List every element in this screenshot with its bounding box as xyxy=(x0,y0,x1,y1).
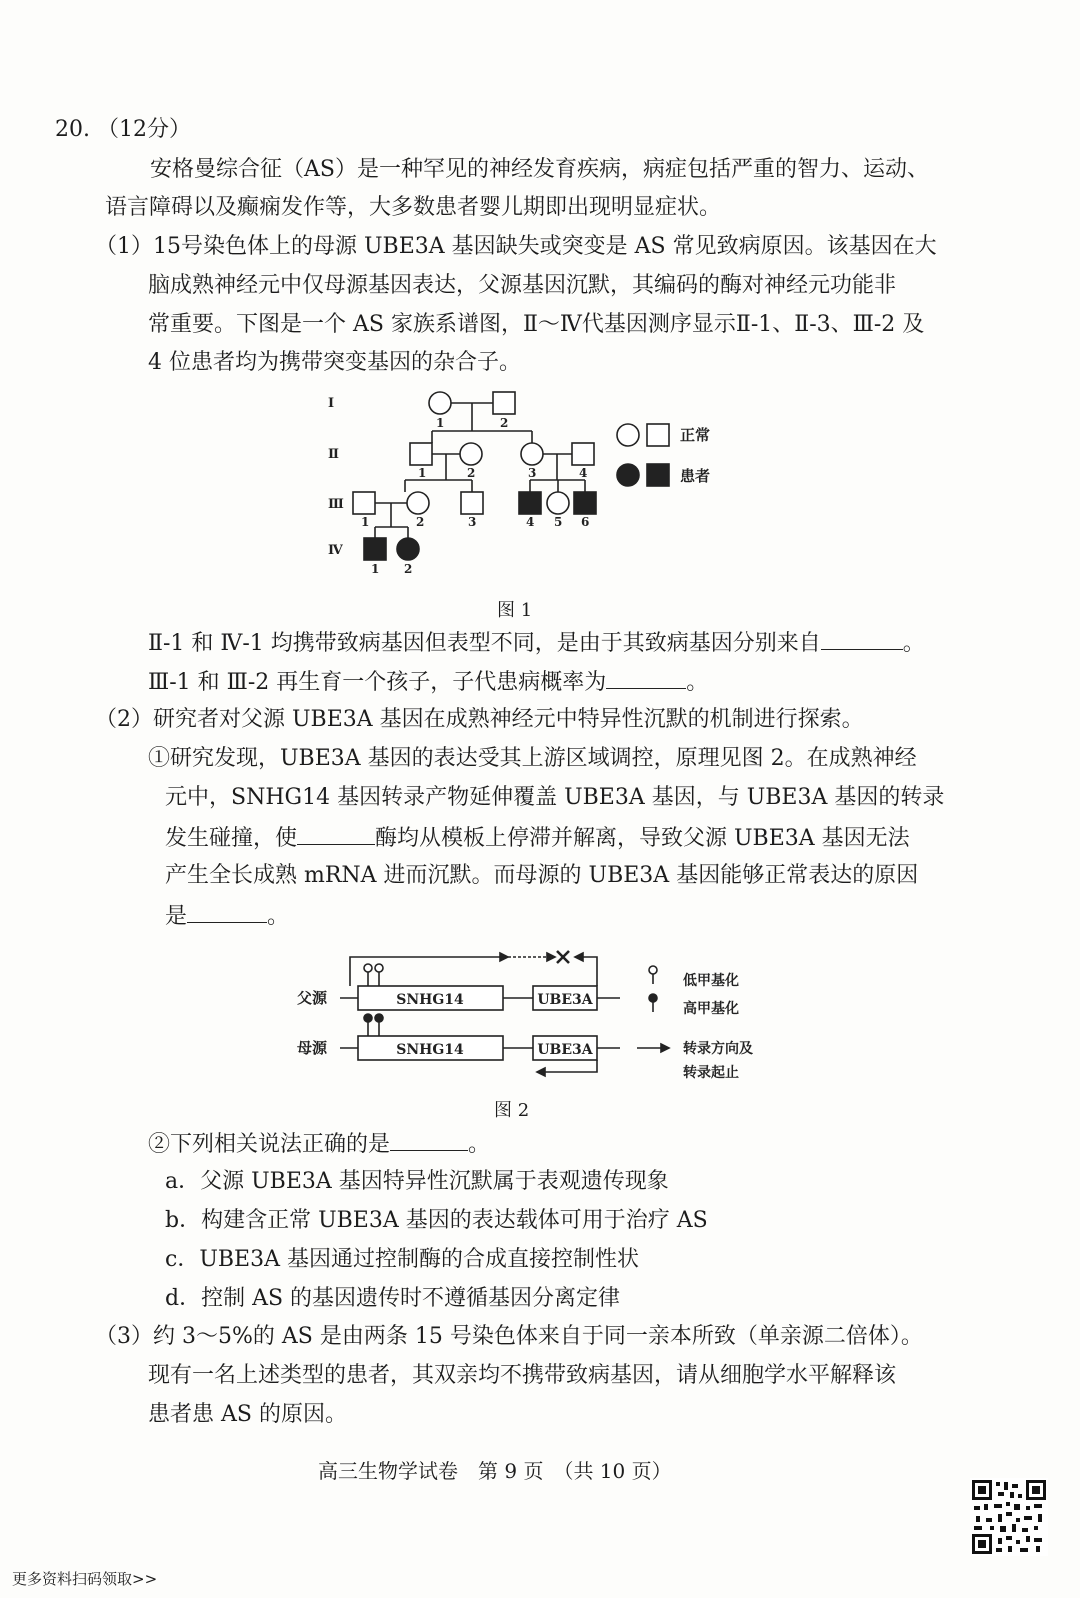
legend-affected-female xyxy=(617,464,639,486)
label-II-1: 1 xyxy=(418,466,427,480)
label-III-6: 6 xyxy=(581,515,590,529)
paternal-ube3a-label: UBE3A xyxy=(537,992,593,1008)
question-number: 20. （12分） xyxy=(55,117,191,142)
maternal-snhg14-label: SNHG14 xyxy=(396,1042,464,1058)
legend-normal-text: 正常 xyxy=(680,426,711,444)
answer-blank-5[interactable] xyxy=(390,1128,468,1151)
gen-label-IV: Ⅳ xyxy=(328,543,343,558)
pedigree-II-4 xyxy=(572,443,594,465)
label-IV-2: 2 xyxy=(404,562,413,576)
gen-label-III: Ⅲ xyxy=(328,497,344,512)
legend-normal-female xyxy=(617,424,639,446)
question-points: （12分） xyxy=(97,117,191,142)
legend-normal-male xyxy=(647,424,669,446)
intro-line-2: 语言障碍以及癫痫发作等，大多数患者婴儿期即出现明显症状。 xyxy=(105,195,722,220)
pedigree-I-1 xyxy=(429,392,451,414)
part1-line-4: 4 位患者均为携带突变基因的杂合子。 xyxy=(148,350,521,375)
part2-sub1-line-5: 是 。 xyxy=(165,900,289,932)
pedigree-chart xyxy=(310,385,740,580)
part1-line-2: 脑成熟神经元中仅母源基因表达，父源基因沉默，其编码的酶对神经元功能非 xyxy=(148,273,897,298)
paternal-snhg14-label: SNHG14 xyxy=(396,992,464,1008)
pedigree-III-2 xyxy=(407,492,429,514)
part2-intro: （2）研究者对父源 UBE3A 基因在成熟神经元中特异性沉默的机制进行探索。 xyxy=(95,707,864,732)
label-II-4: 4 xyxy=(579,466,588,480)
maternal-ube3a-label: UBE3A xyxy=(537,1042,593,1058)
answer-blank-4[interactable] xyxy=(187,900,267,923)
pedigree-II-1 xyxy=(410,443,432,465)
gen-label-II: Ⅱ xyxy=(328,447,339,462)
legend-transcription-1: 转录方向及 xyxy=(683,1041,753,1057)
legend-transcription-2: 转录起止 xyxy=(683,1065,739,1081)
pedigree-II-3 xyxy=(521,443,543,465)
paternal-label: 父源 xyxy=(297,989,328,1007)
pedigree-III-4 xyxy=(519,492,541,514)
option-b: b．构建含正常 UBE3A 基因的表达载体可用于治疗 AS xyxy=(165,1208,708,1233)
legend-affected-text: 患者 xyxy=(680,467,711,485)
page-footer: 高三生物学试卷 第 9 页 （共 10 页） xyxy=(318,1459,672,1483)
label-III-3: 3 xyxy=(468,515,477,529)
legend-high-methylation: 高甲基化 xyxy=(683,1001,739,1017)
option-c: c．UBE3A 基因通过控制酶的合成直接控制性状 xyxy=(165,1247,639,1272)
part3-line-2: 现有一名上述类型的患者，其双亲均不携带致病基因，请从细胞学水平解释该 xyxy=(148,1363,897,1388)
label-III-2: 2 xyxy=(416,515,425,529)
answer-blank-1[interactable] xyxy=(821,627,903,650)
figure2-caption: 图 2 xyxy=(494,1100,530,1121)
part3-line-3: 患者患 AS 的原因。 xyxy=(148,1402,347,1427)
pedigree-II-2 xyxy=(460,443,482,465)
label-III-4: 4 xyxy=(526,515,535,529)
part2-sub1-line-4: 产生全长成熟 mRNA 进而沉默。而母源的 UBE3A 基因能够正常表达的原因 xyxy=(165,863,919,888)
intro-line-1: 安格曼综合征（AS）是一种罕见的神经发育疾病，病症包括严重的智力、运动、 xyxy=(150,157,929,182)
option-a: a．父源 UBE3A 基因特异性沉默属于表观遗传现象 xyxy=(165,1169,669,1194)
part1-line-3: 常重要。下图是一个 AS 家族系谱图，Ⅱ～Ⅳ代基因测序显示Ⅱ-1、Ⅱ-3、Ⅲ-2 及 xyxy=(148,312,925,337)
label-I-2: 2 xyxy=(500,416,509,430)
pedigree-III-5 xyxy=(547,492,569,514)
label-II-3: 3 xyxy=(528,466,537,480)
label-III-5: 5 xyxy=(554,515,563,529)
part2-sub1-line-2: 元中，SNHG14 基因转录产物延伸覆盖 UBE3A 基因，与 UBE3A 基因的转录 xyxy=(165,785,945,810)
answer-blank-2[interactable] xyxy=(606,666,686,689)
label-IV-1: 1 xyxy=(371,562,380,576)
qr-code-icon[interactable] xyxy=(970,1478,1048,1556)
methylation-diagram xyxy=(295,940,795,1090)
pedigree-IV-2 xyxy=(397,538,419,560)
answer-blank-3[interactable] xyxy=(297,822,375,845)
label-II-2: 2 xyxy=(467,466,476,480)
part1-q2: Ⅲ-1 和 Ⅲ-2 再生育一个孩子，子代患病概率为 。 xyxy=(148,666,708,698)
figure1-caption: 图 1 xyxy=(497,600,533,621)
pedigree-III-3 xyxy=(461,492,483,514)
pedigree-III-6 xyxy=(574,492,596,514)
label-I-1: 1 xyxy=(436,416,445,430)
part3-line-1: （3）约 3～5%的 AS 是由两条 15 号染色体来自于同一亲本所致（单亲源二倍体）。 xyxy=(95,1324,923,1349)
legend-affected-male xyxy=(647,464,669,486)
part1-line-1: （1）15号染色体上的母源 UBE3A 基因缺失或突变是 AS 常见致病原因。该基因在大 xyxy=(95,234,937,259)
part2-sub2: ②下列相关说法正确的是 。 xyxy=(148,1128,490,1160)
label-III-1: 1 xyxy=(361,515,370,529)
more-materials-link[interactable]: 更多资料扫码领取>> xyxy=(12,1570,158,1588)
legend-low-methylation: 低甲基化 xyxy=(683,973,739,989)
pedigree-I-2 xyxy=(493,392,515,414)
pedigree-IV-1 xyxy=(364,538,386,560)
gen-label-I: Ⅰ xyxy=(328,396,335,411)
part1-q1: Ⅱ-1 和 Ⅳ-1 均携带致病基因但表型不同，是由于其致病基因分别来自 。 xyxy=(148,627,925,659)
maternal-label: 母源 xyxy=(297,1039,328,1057)
pedigree-III-1 xyxy=(353,492,375,514)
option-d: d．控制 AS 的基因遗传时不遵循基因分离定律 xyxy=(165,1286,621,1311)
part2-sub1-line-3: 发生碰撞，使 酶均从模板上停滞并解离，导致父源 UBE3A 基因无法 xyxy=(165,822,910,854)
part2-sub1-line-1: ①研究发现，UBE3A 基因的表达受其上游区域调控，原理见图 2。在成熟神经 xyxy=(148,746,917,771)
